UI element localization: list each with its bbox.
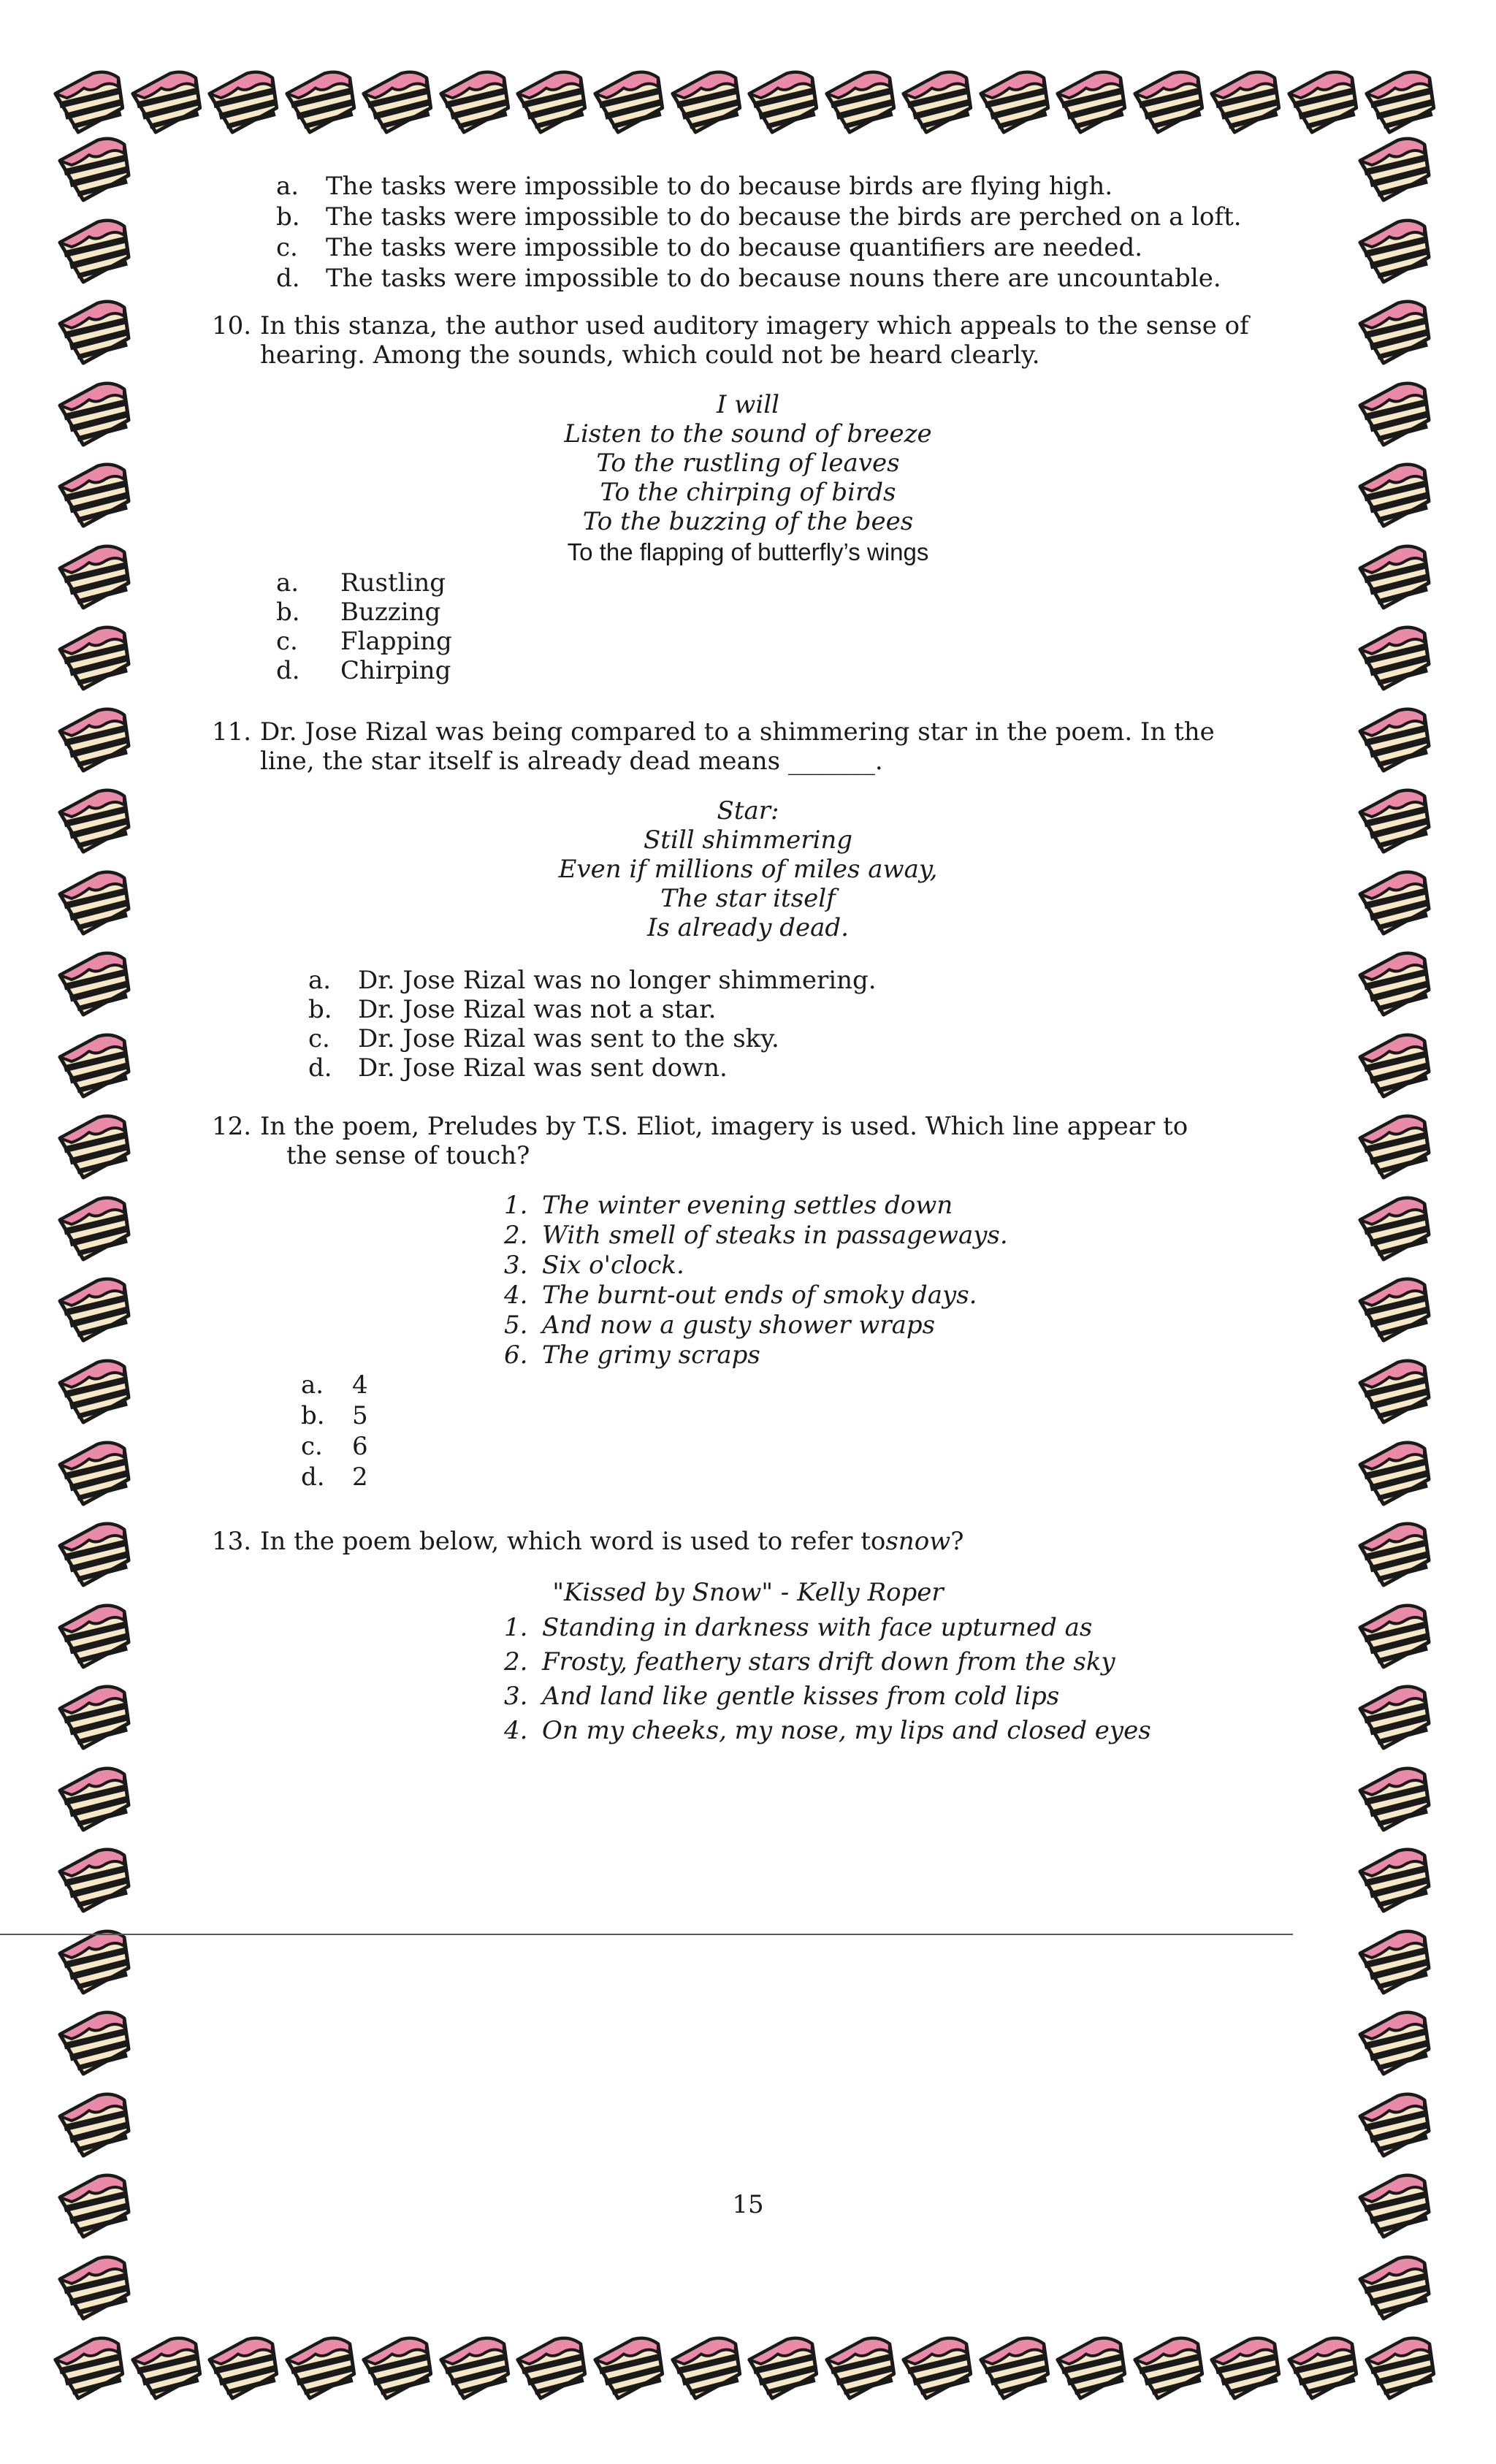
option-text: 5 — [352, 1401, 368, 1430]
page-divider — [0, 1934, 1293, 1935]
question-number: 11. — [212, 717, 252, 747]
option-text: Dr. Jose Rizal was sent down. — [358, 1053, 728, 1083]
q12-poem-line — [504, 1281, 977, 1310]
q13-poem-title: "Kissed by Snow" - Kelly Roper — [552, 1578, 944, 1607]
option-letter: a. — [276, 172, 299, 201]
q12-question — [212, 1112, 1188, 1141]
q13-question — [212, 1527, 964, 1556]
option-letter: b. — [276, 598, 300, 627]
option-letter: c. — [308, 1024, 330, 1053]
poem-line-number: 4. — [504, 1716, 528, 1745]
q12-poem-line — [504, 1311, 936, 1340]
q10-option-d[interactable] — [276, 656, 451, 685]
poem-line-number: 5. — [504, 1311, 528, 1340]
poem-line-number: 6. — [504, 1340, 528, 1370]
poem-line-text: Frosty, feathery stars drift down from the sky — [542, 1647, 1115, 1677]
question-punctuation: ? — [950, 1527, 964, 1556]
page-number: 15 — [732, 2190, 764, 2219]
question-number: 12. — [212, 1112, 252, 1141]
option-text: The tasks were impossible to do because birds are flying high. — [326, 172, 1113, 201]
poem-line-text: And now a gusty shower wraps — [542, 1311, 936, 1340]
q12-poem-line — [504, 1251, 684, 1280]
option-text: Chirping — [340, 656, 451, 685]
option-text: 6 — [352, 1432, 368, 1461]
q11-poem-line: Star: — [717, 796, 779, 825]
poem-line-text: Six o'clock. — [542, 1251, 684, 1280]
poem-line-text: The burnt-out ends of smoky days. — [542, 1281, 977, 1310]
q12-poem-line — [504, 1191, 953, 1220]
q12-question-line2: the sense of touch? — [286, 1141, 530, 1170]
question-text-line1: In the poem, Preludes by T.S. Eliot, imagery is used. Which line appear to — [260, 1112, 1188, 1141]
poem-line-text: The winter evening settles down — [542, 1191, 953, 1220]
option-text: Rustling — [340, 568, 446, 598]
q12-option-d[interactable] — [301, 1462, 368, 1492]
q10-poem-line: To the flapping of butterfly’s wings — [567, 538, 929, 565]
q13-poem-line — [504, 1682, 1060, 1711]
question-text-line1: In this stanza, the author used auditory imagery which appeals to the sense of — [260, 311, 1249, 340]
poem-line-number: 3. — [504, 1682, 528, 1711]
q11-poem-line: Still shimmering — [644, 825, 852, 855]
q10-poem-line: I will — [717, 390, 779, 419]
option-text: Flapping — [340, 627, 452, 656]
poem-line-number: 1. — [504, 1613, 528, 1642]
option-letter: b. — [276, 202, 300, 232]
poem-line-text: With smell of steaks in passageways. — [542, 1221, 1008, 1250]
q10-question — [212, 311, 1249, 340]
q10-option-b[interactable] — [276, 598, 441, 627]
option-text: The tasks were impossible to do because nouns there are uncountable. — [326, 264, 1221, 293]
q11-poem-line: Even if millions of miles away, — [558, 855, 938, 884]
option-letter: d. — [276, 656, 300, 685]
poem-line-number: 1. — [504, 1191, 528, 1220]
q11-option-d[interactable] — [308, 1053, 728, 1083]
poem-line-text: The grimy scraps — [542, 1340, 760, 1370]
q10-question-line2: hearing. Among the sounds, which could not be heard clearly. — [260, 340, 1040, 370]
poem-line-text: On my cheeks, my nose, my lips and closed eyes — [542, 1716, 1151, 1745]
q11-poem-line: The star itself — [660, 884, 836, 913]
option-text: The tasks were impossible to do because the birds are perched on a loft. — [326, 202, 1242, 232]
option-letter: c. — [301, 1432, 323, 1461]
q11-question-line2: line, the star itself is already dead means _______. — [260, 747, 883, 776]
q10-poem-line: Listen to the sound of breeze — [564, 419, 932, 449]
q10-poem-line: To the chirping of birds — [600, 478, 896, 507]
poem-line-text: And land like gentle kisses from cold lips — [542, 1682, 1060, 1711]
option-letter: d. — [308, 1053, 332, 1083]
q11-option-c[interactable] — [308, 1024, 779, 1053]
option-letter: a. — [308, 966, 332, 995]
q10-poem-line: To the buzzing of the bees — [582, 507, 914, 536]
q11-question — [212, 717, 1215, 747]
option-letter: d. — [301, 1462, 325, 1492]
q9-option-a[interactable] — [276, 172, 1113, 201]
option-text: Buzzing — [340, 598, 441, 627]
option-letter: b. — [301, 1401, 325, 1430]
q11-poem-line: Is already dead. — [647, 913, 849, 942]
q10-option-c[interactable] — [276, 627, 452, 656]
option-text: Dr. Jose Rizal was no longer shimmering. — [358, 966, 877, 995]
poem-line-number: 3. — [504, 1251, 528, 1280]
q13-poem-line — [504, 1613, 1093, 1642]
poem-line-text: Standing in darkness with face upturned as — [542, 1613, 1093, 1642]
poem-line-number: 2. — [504, 1221, 528, 1250]
q12-poem-line — [504, 1221, 1008, 1250]
q12-option-a[interactable] — [301, 1370, 368, 1400]
q9-option-b[interactable] — [276, 202, 1242, 232]
poem-line-number: 2. — [504, 1647, 528, 1677]
q11-option-b[interactable] — [308, 995, 717, 1024]
q13-poem-line — [504, 1716, 1151, 1745]
q12-option-c[interactable] — [301, 1432, 368, 1461]
q10-poem-line: To the rustling of leaves — [596, 449, 900, 478]
option-text: The tasks were impossible to do because quantifiers are needed. — [326, 233, 1143, 262]
question-text: In the poem below, which word is used to refer to — [260, 1527, 886, 1556]
q11-option-a[interactable] — [308, 966, 877, 995]
option-letter: d. — [276, 264, 300, 293]
option-text: Dr. Jose Rizal was sent to the sky. — [358, 1024, 779, 1053]
q9-option-d[interactable] — [276, 264, 1221, 293]
q10-option-a[interactable] — [276, 568, 446, 598]
option-text: 2 — [352, 1462, 368, 1492]
question-number: 13. — [212, 1527, 252, 1556]
q13-poem-line — [504, 1647, 1115, 1677]
option-text: Dr. Jose Rizal was not a star. — [358, 995, 717, 1024]
question-text-line1: Dr. Jose Rizal was being compared to a shimmering star in the poem. In the — [260, 717, 1215, 747]
option-letter: a. — [276, 568, 299, 598]
option-letter: c. — [276, 627, 298, 656]
option-letter: c. — [276, 233, 298, 262]
option-letter: b. — [308, 995, 332, 1024]
poem-line-number: 4. — [504, 1281, 528, 1310]
question-number: 10. — [212, 311, 252, 340]
q9-option-c[interactable] — [276, 233, 1143, 262]
option-letter: a. — [301, 1370, 324, 1400]
question-keyword: snow — [885, 1527, 951, 1556]
option-text: 4 — [352, 1370, 368, 1400]
q12-option-b[interactable] — [301, 1401, 368, 1430]
q12-poem-line — [504, 1340, 760, 1370]
